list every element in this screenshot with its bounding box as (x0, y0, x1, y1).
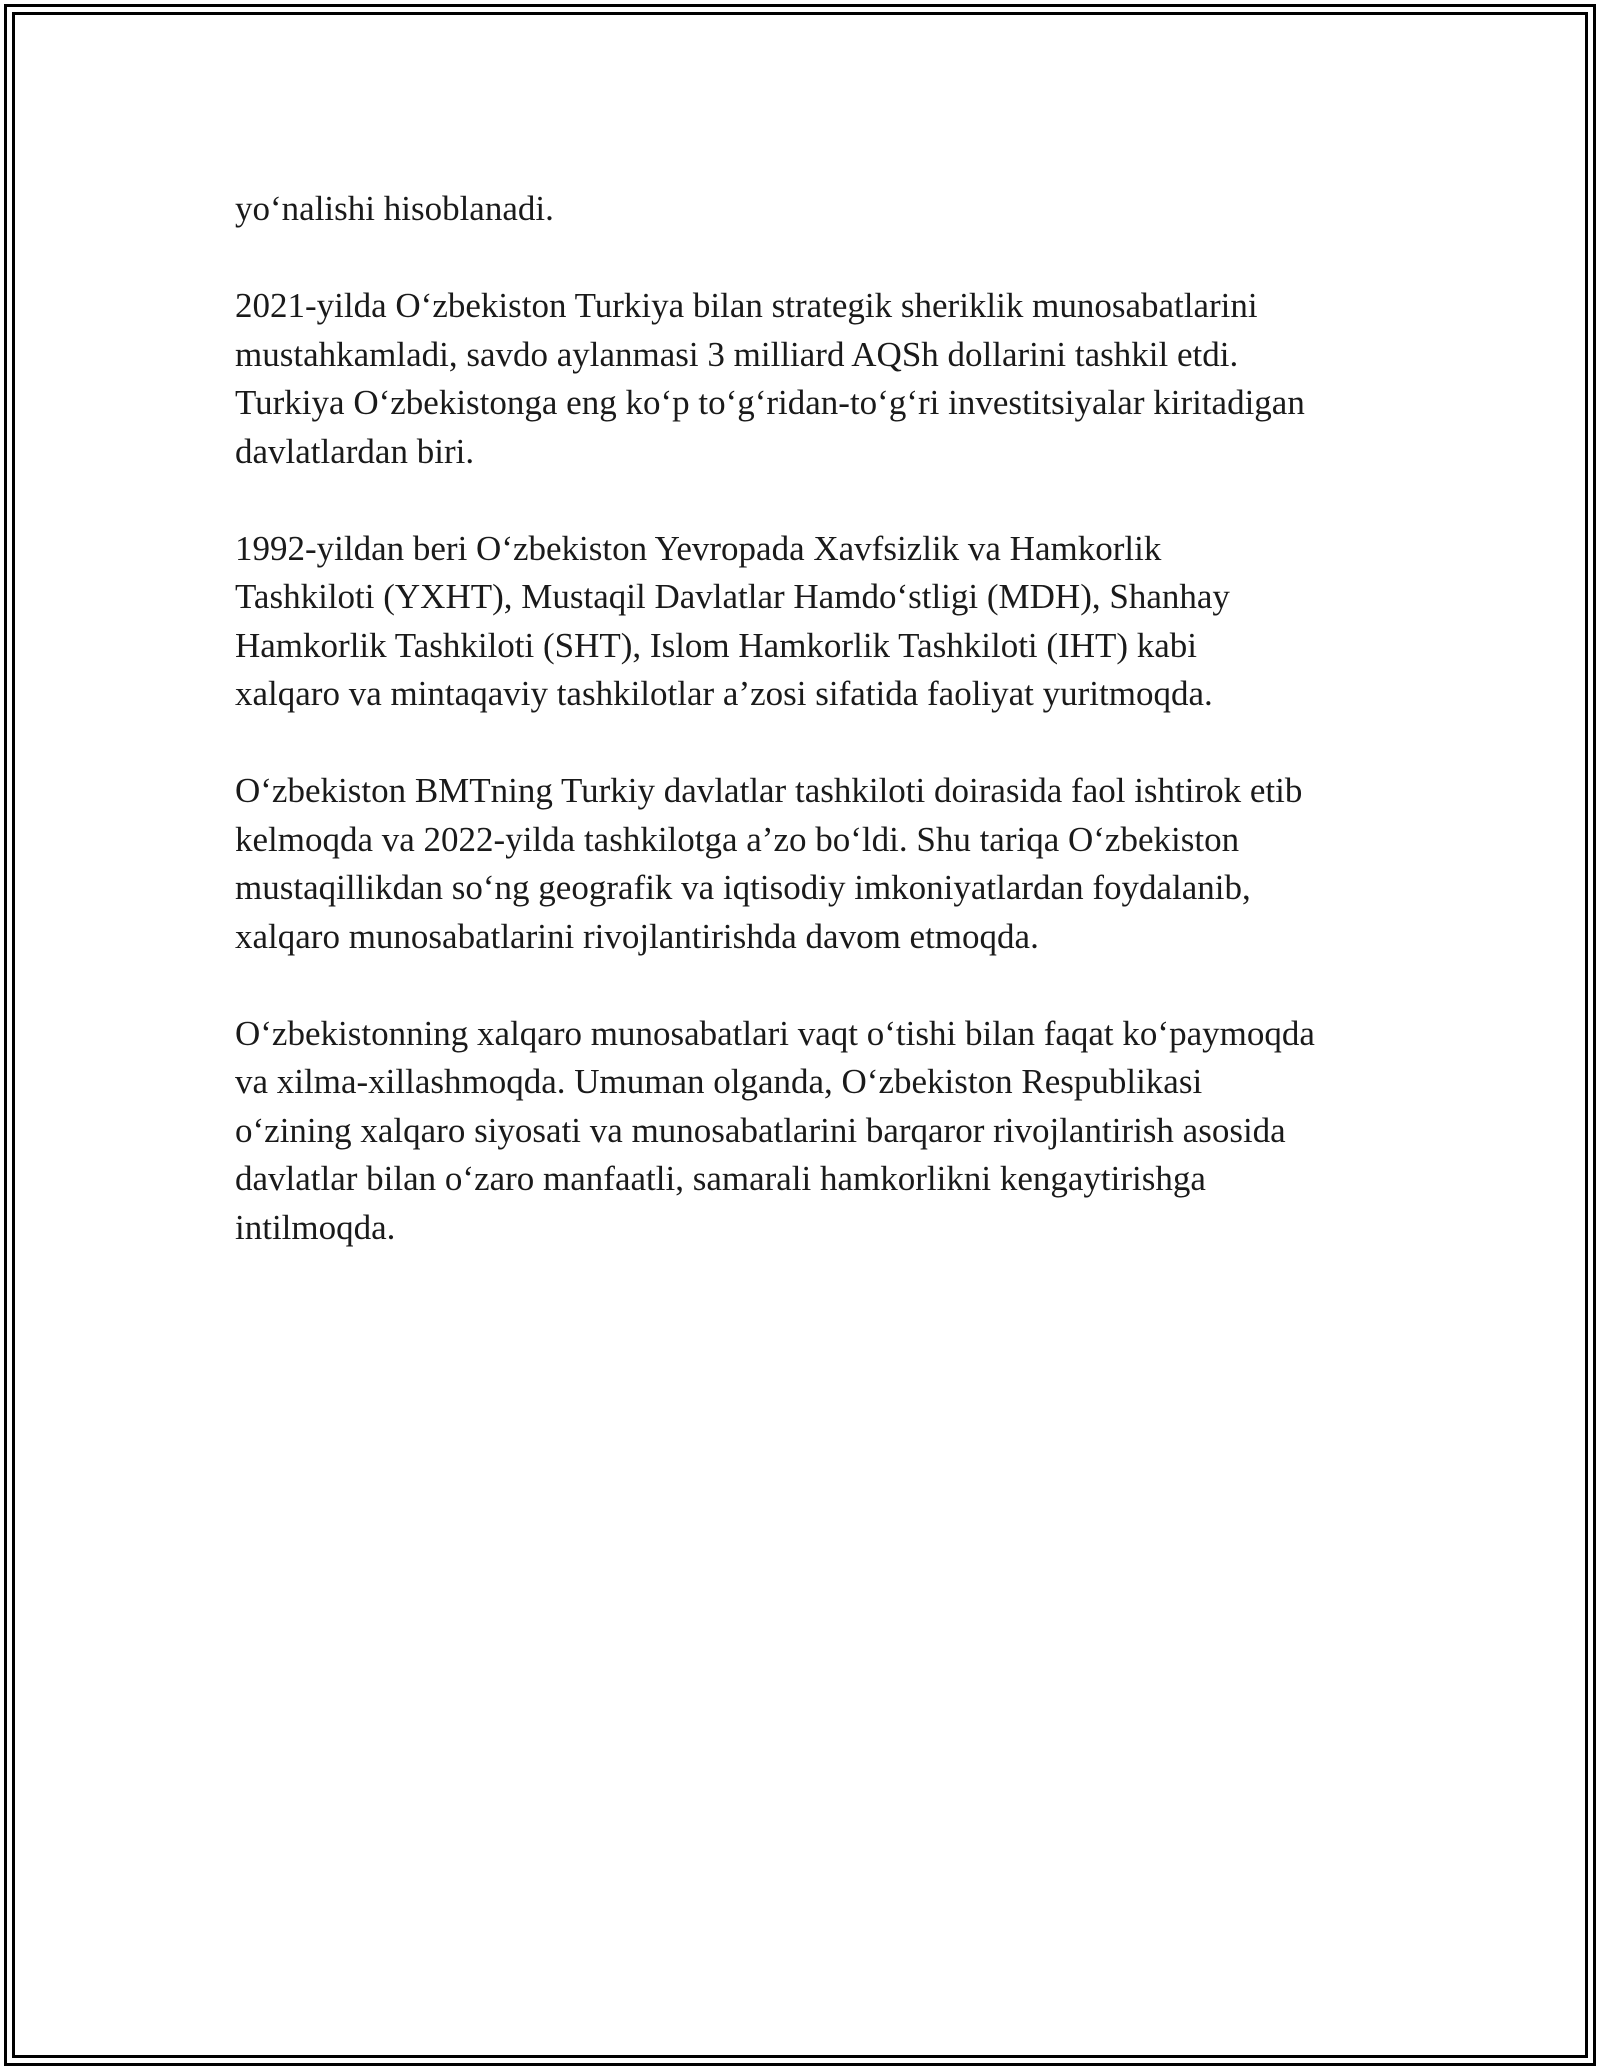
paragraph-3: 1992-yildan beri O‘zbekiston Yevropada Xavfsizlik va Hamkorlik Tashkiloti (YXHT), Mustaqil Davlatlar Hamdo‘stligi (MDH), Shanhay Hamkorlik Tashkiloti (SHT), Islom Hamkorlik Tashkiloti (IHT) kabi xalqaro va mintaqaviy tashkilotlar a’zosi sifatida faoliyat yuritmoqda. (235, 528, 1230, 713)
paragraph-1: yo‘nalishi hisoblanadi. (235, 189, 554, 228)
paragraph-5: O‘zbekistonning xalqaro munosabatlari vaqt o‘tishi bilan faqat ko‘paymoqda va xilma-xillashmoqda. Umuman olganda, O‘zbekiston Respublikasi o‘zining xalqaro siyosati va munosabatlarini barqaror rivojlantirish asosida davlatlar bilan o‘zaro manfaatli, samarali hamkorlikni kengaytirishga intilmoqda. (235, 1013, 1315, 1247)
document-body (235, 185, 1395, 1301)
paragraph-2: 2021-yilda O‘zbekiston Turkiya bilan strategik sheriklik munosabatlarini mustahkamladi, savdo aylanmasi 3 milliard AQSh dollarini tashkil etdi. Turkiya O‘zbekistonga eng ko‘p to‘g‘ridan-to‘g‘ri investitsiyalar kiritadigan davlatlardan biri. (235, 286, 1305, 471)
paragraph-4: O‘zbekiston BMTning Turkiy davlatlar tashkiloti doirasida faol ishtirok etib kelmoqda va 2022-yilda tashkilotga a’zo bo‘ldi. Shu tariqa O‘zbekiston mustaqillikdan so‘ng geografik va iqtisodiy imkoniyatlardan foydalanib, xalqaro munosabatlarini rivojlantirishda davom etmoqda. (235, 771, 1303, 956)
